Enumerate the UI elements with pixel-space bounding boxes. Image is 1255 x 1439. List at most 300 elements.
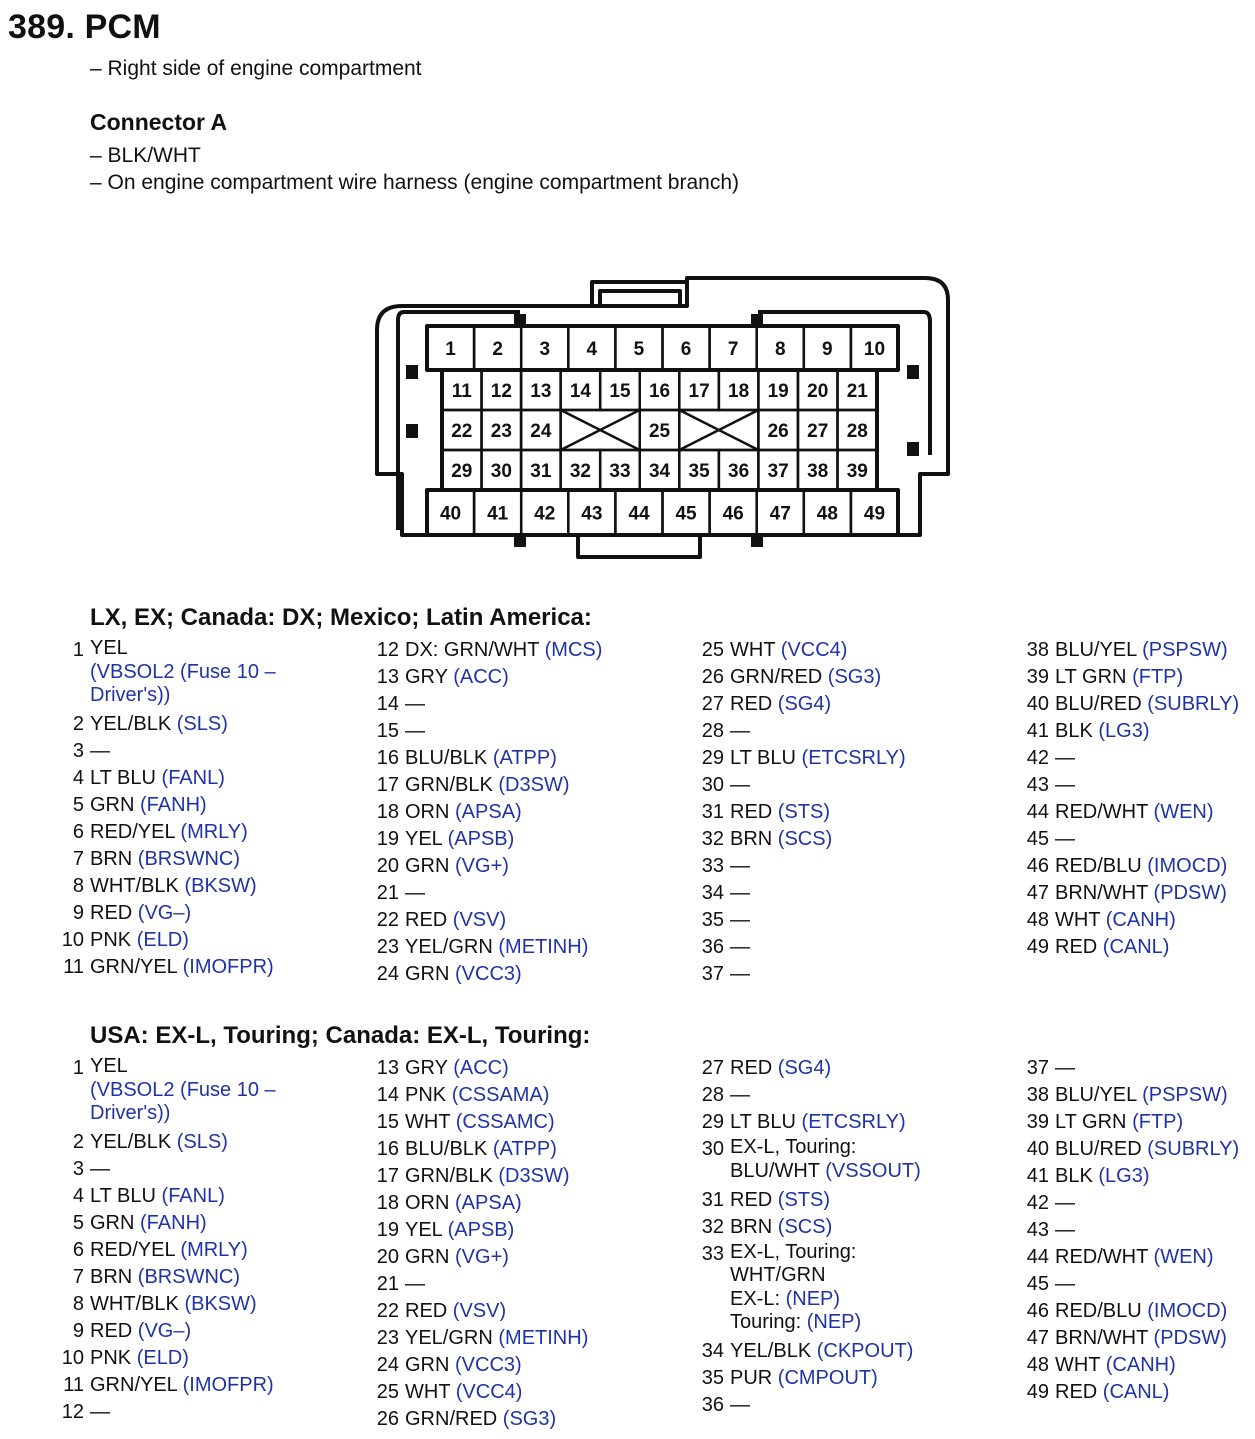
- pin-line: [1055, 691, 1239, 718]
- wire-color: EX-L, Touring:: [730, 1136, 857, 1158]
- pin-number: 43: [1026, 774, 1049, 796]
- wire-color: PNK: [90, 929, 132, 951]
- wire-color: RED: [405, 1300, 448, 1322]
- side-key: [406, 424, 418, 438]
- wire-color: —: [1055, 1219, 1075, 1241]
- wire-color: RED/YEL: [90, 821, 175, 843]
- pin-number: 9: [72, 902, 84, 924]
- pin-line: [1055, 637, 1228, 664]
- cavity-number: 18: [728, 381, 750, 402]
- lock-tab: [751, 314, 763, 324]
- pin-line: [1055, 826, 1075, 853]
- signal-name: (CSSAMA): [451, 1084, 550, 1106]
- wire-color: BLK: [1055, 720, 1093, 742]
- pin-line: [1055, 880, 1227, 907]
- pin-line: [90, 765, 225, 792]
- pin-line: [730, 718, 750, 745]
- wire-color: DX: GRN/WHT: [405, 639, 540, 661]
- pin-line: [730, 961, 750, 988]
- pin-number: 39: [1026, 1111, 1049, 1133]
- cavity-number: 36: [728, 461, 750, 482]
- signal-name: (SG3): [502, 1408, 557, 1430]
- connector-bottom-tab: [578, 535, 700, 557]
- cavity-number: 31: [530, 461, 552, 482]
- signal-name: (PSPSW): [1142, 1084, 1228, 1106]
- cavity-number: 46: [722, 503, 744, 525]
- pin-number: 25: [376, 1381, 399, 1403]
- signal-name: (METINH): [498, 936, 589, 958]
- wire-color: YEL/BLK: [730, 1340, 812, 1362]
- wire-color: GRN: [90, 794, 135, 816]
- pin-number: 28: [701, 1084, 724, 1106]
- cavity-number: 44: [628, 503, 650, 525]
- pin-number: 33: [701, 1242, 724, 1265]
- signal-name: (ETCSRLY): [801, 1111, 906, 1133]
- cavity-number: 27: [807, 421, 829, 442]
- cavity-number: 24: [530, 421, 552, 442]
- wire-color: —: [405, 882, 425, 904]
- cavity-number: 45: [675, 503, 697, 525]
- cavity-number: 13: [530, 381, 552, 402]
- cavity-number: 7: [727, 339, 739, 360]
- wire-color: PNK: [90, 1347, 132, 1369]
- signal-name: (IMOCD): [1147, 855, 1228, 877]
- pin-number: 6: [72, 821, 84, 843]
- pin-number: 5: [72, 1212, 84, 1234]
- wire-color: PUR: [730, 1367, 773, 1389]
- pin-number: 23: [376, 1327, 399, 1349]
- connector-harness: – On engine compartment wire harness (engine compartment branch): [90, 171, 739, 194]
- pin-number: 10: [61, 1347, 84, 1369]
- signal-name: (MRLY): [180, 1239, 248, 1261]
- pin-line: [405, 745, 557, 772]
- wire-color: BRN: [730, 828, 773, 850]
- pin-number: 35: [701, 1367, 724, 1389]
- pin-line: [90, 1237, 248, 1264]
- pin-number: 42: [1026, 747, 1049, 769]
- blocked-cavity: [679, 410, 758, 450]
- wire-color: GRN/YEL: [90, 1374, 178, 1396]
- wire-color: —: [90, 1401, 110, 1423]
- pin-number: 15: [376, 720, 399, 742]
- pin-line: [1055, 799, 1214, 826]
- pin-number: 33: [701, 855, 724, 877]
- wire-color: —: [1055, 747, 1075, 769]
- signal-name: (SG4): [777, 1057, 832, 1079]
- pin-number: 30: [701, 774, 724, 796]
- cavity-number: 47: [769, 503, 791, 525]
- pin-number: 19: [376, 1219, 399, 1241]
- wire-color: GRY: [405, 666, 448, 688]
- pin-line: [730, 1055, 831, 1082]
- pin-line: [1055, 1190, 1075, 1217]
- pin-number: 34: [701, 1340, 724, 1362]
- pin-line: [1055, 1271, 1075, 1298]
- wire-color: —: [405, 1273, 425, 1295]
- wire-color: BRN: [90, 1266, 133, 1288]
- wire-color: —: [730, 936, 750, 958]
- pin-number: 9: [72, 1320, 84, 1342]
- pin-line: [90, 792, 207, 819]
- wire-color: BLK: [1055, 1165, 1093, 1187]
- wire-color: BLU/BLK: [405, 747, 488, 769]
- pin-line: [405, 664, 509, 691]
- wire-color: RED: [730, 693, 773, 715]
- pin-line: [1055, 1352, 1176, 1379]
- signal-name: (FTP): [1132, 1111, 1184, 1133]
- pin-line: [730, 745, 906, 772]
- pin-number: 3: [72, 740, 84, 762]
- pin-number: 14: [376, 1084, 399, 1106]
- signal-name: (FANH): [140, 1212, 207, 1234]
- pin-number: 41: [1026, 720, 1049, 742]
- pin-line: [405, 1190, 522, 1217]
- signal-name: (FTP): [1132, 666, 1184, 688]
- wire-color: RED: [730, 1057, 773, 1079]
- signal-name: (ETCSRLY): [801, 747, 906, 769]
- wire-color: WHT/BLK: [90, 1293, 179, 1315]
- pin-line: [730, 1136, 921, 1160]
- wire-color: YEL/BLK: [90, 713, 172, 735]
- lock-tab: [751, 537, 763, 547]
- pin-number: 21: [376, 1273, 399, 1295]
- pin-line: [730, 1160, 921, 1184]
- pin-line: [90, 738, 110, 765]
- cavity-number: 40: [439, 503, 462, 525]
- cavity-number: 22: [451, 421, 473, 442]
- wire-color: Touring:: [730, 1311, 802, 1333]
- signal-name: (CANL): [1102, 1381, 1170, 1403]
- cavity-number: 29: [451, 461, 473, 482]
- signal-name: (VCC4): [780, 639, 848, 661]
- pin-number: 1: [72, 639, 84, 661]
- pin-number: 43: [1026, 1219, 1049, 1241]
- pin-number: 34: [701, 882, 724, 904]
- cavity-number: 19: [767, 381, 789, 402]
- pin-number: 38: [1026, 1084, 1049, 1106]
- signal-name: (APSB): [447, 828, 515, 850]
- pin-number: 31: [701, 801, 724, 823]
- wire-color: —: [405, 720, 425, 742]
- lock-tab: [514, 314, 526, 324]
- cavity-number: 6: [680, 339, 692, 360]
- cavity-number: 10: [863, 339, 886, 360]
- pin-line: [90, 1291, 257, 1318]
- signal-name: (VCC4): [455, 1381, 523, 1403]
- signal-name: (BKSW): [184, 875, 257, 897]
- pin-line: [90, 661, 276, 685]
- pin-number: 29: [701, 1111, 724, 1133]
- wire-color: ORN: [405, 801, 450, 823]
- pin-line: [405, 1163, 569, 1190]
- pin-line: [730, 1392, 750, 1419]
- pin-number: 21: [376, 882, 399, 904]
- pin-line: [90, 1372, 274, 1399]
- pin-line: [405, 718, 425, 745]
- cavity-number: 43: [581, 503, 603, 525]
- wire-color: GRN: [405, 1354, 450, 1376]
- cavity-number: 25: [648, 421, 671, 442]
- signal-name: (VBSOL2 (Fuse 10 –: [90, 660, 276, 683]
- pin-line: [405, 1217, 514, 1244]
- cavity-number: 37: [767, 461, 789, 482]
- pin-number: 42: [1026, 1192, 1049, 1214]
- pin-line: [730, 1241, 861, 1265]
- pin-line: [1055, 934, 1169, 961]
- wire-color: WHT/GRN: [730, 1264, 826, 1286]
- pin-line: [90, 1345, 189, 1372]
- wire-color: —: [1055, 828, 1075, 850]
- pin-line: [730, 664, 881, 691]
- pin-line: [1055, 1298, 1227, 1325]
- cavity-number: 35: [688, 461, 710, 482]
- wire-color: RED: [405, 909, 448, 931]
- pin-number: 20: [376, 1246, 399, 1268]
- cavity-number: 42: [534, 503, 556, 525]
- cavity-number: 34: [648, 461, 671, 482]
- wire-color: BLU/WHT: [730, 1159, 820, 1182]
- pin-line: [405, 1325, 588, 1352]
- cavity-number: 5: [633, 339, 645, 360]
- pin-line: [90, 711, 228, 738]
- pin-number: 8: [72, 875, 84, 897]
- section-heading-2: USA: EX-L, Touring; Canada: EX-L, Touring:: [90, 1022, 591, 1049]
- pin-number: 24: [376, 1354, 399, 1376]
- pin-number: 32: [701, 828, 724, 850]
- signal-name: (FANL): [161, 1185, 225, 1207]
- pin-line: [1055, 772, 1075, 799]
- cavity-number: 20: [807, 381, 829, 402]
- pin-number: 44: [1026, 801, 1049, 823]
- wire-color: —: [1055, 1057, 1075, 1079]
- signal-name: (WEN): [1153, 801, 1214, 823]
- cavity-number: 3: [539, 339, 551, 360]
- wire-color: LT BLU: [730, 747, 796, 769]
- wire-color: GRN: [90, 1212, 135, 1234]
- wire-color: GRN/BLK: [405, 774, 493, 796]
- signal-name: (SLS): [176, 1131, 228, 1153]
- pin-number: 36: [701, 936, 724, 958]
- wire-color: —: [730, 909, 750, 931]
- wire-color: YEL/GRN: [405, 1327, 493, 1349]
- pin-line: [90, 1055, 276, 1079]
- signal-name: (MCS): [544, 639, 603, 661]
- wire-color: PNK: [405, 1084, 447, 1106]
- wire-color: RED/WHT: [1055, 801, 1148, 823]
- pin-line: [90, 1399, 110, 1426]
- pin-line: [1055, 907, 1176, 934]
- pin-line: [730, 1082, 750, 1109]
- wire-color: RED: [90, 902, 133, 924]
- pin-number: 26: [701, 666, 724, 688]
- wire-color: GRN/YEL: [90, 956, 178, 978]
- signal-name: (METINH): [498, 1327, 589, 1349]
- wire-color: —: [1055, 1273, 1075, 1295]
- pin-number: 3: [72, 1158, 84, 1180]
- pin-number: 46: [1026, 855, 1049, 877]
- pin-line: [1055, 1136, 1239, 1163]
- signal-name: (IMOCD): [1147, 1300, 1228, 1322]
- pin-line: [405, 1298, 506, 1325]
- pin-line: [730, 826, 832, 853]
- pin-number: 39: [1026, 666, 1049, 688]
- pin-number: 44: [1026, 1246, 1049, 1268]
- signal-name: (VCC3): [455, 1354, 522, 1376]
- signal-name: (VBSOL2 (Fuse 10 –: [90, 1078, 276, 1101]
- wire-color: BRN: [90, 848, 133, 870]
- pin-line: [405, 1109, 555, 1136]
- wire-color: BLU/BLK: [405, 1138, 488, 1160]
- wire-color: BRN/WHT: [1055, 1327, 1148, 1349]
- connector-top-latch: [592, 282, 687, 306]
- cavity-number: 15: [609, 381, 631, 402]
- cavity-number: 17: [688, 381, 710, 402]
- pin-line: [90, 846, 240, 873]
- wire-color: —: [90, 1158, 110, 1180]
- pin-line: [1055, 1055, 1075, 1082]
- pin-line: [730, 1109, 906, 1136]
- pin-number: 29: [701, 747, 724, 769]
- wire-color: BLU/YEL: [1055, 1084, 1137, 1106]
- cavity-number: 30: [490, 461, 512, 482]
- pin-number: 13: [376, 1057, 399, 1079]
- signal-name: (CANH): [1105, 909, 1176, 931]
- signal-name: (CANH): [1105, 1354, 1176, 1376]
- wire-color: BRN: [730, 1215, 773, 1238]
- pin-line: [730, 880, 750, 907]
- pin-number: 40: [1026, 1138, 1049, 1160]
- pin-line: [730, 907, 750, 934]
- pin-number: 15: [376, 1111, 399, 1133]
- pin-line: [730, 1338, 913, 1365]
- pin-number: 1: [72, 1057, 84, 1079]
- signal-name: (D3SW): [498, 1165, 570, 1187]
- signal-name: (FANL): [161, 767, 225, 789]
- cavity-number: 38: [807, 461, 829, 482]
- pin-line: [405, 1136, 557, 1163]
- wire-color: —: [1055, 1192, 1075, 1214]
- pin-line: [90, 1079, 276, 1103]
- signal-name: (ELD): [136, 929, 189, 951]
- cavity-number: 16: [648, 381, 671, 402]
- signal-name: (SCS): [777, 828, 833, 850]
- pin-line: [405, 961, 522, 988]
- signal-name: (NEP): [785, 1287, 841, 1310]
- connector-color: – BLK/WHT: [90, 144, 201, 167]
- wire-color: LT BLU: [90, 767, 156, 789]
- cavity-number: 4: [586, 339, 598, 360]
- pin-line: [730, 772, 750, 799]
- pin-line: [405, 934, 588, 961]
- signal-name: (APSA): [455, 1192, 522, 1214]
- signal-name: (VG+): [455, 855, 509, 877]
- wire-color: YEL: [90, 637, 128, 659]
- wire-color: BLU/YEL: [1055, 639, 1137, 661]
- cavity-number: 21: [846, 381, 868, 402]
- cavity-number: 11: [451, 381, 472, 402]
- wire-color: WHT: [405, 1111, 451, 1133]
- blocked-cavity: [561, 410, 640, 450]
- wire-color: —: [730, 774, 750, 796]
- signal-name: (VCC3): [455, 963, 522, 985]
- cavity-number: 14: [569, 381, 591, 402]
- signal-name: (SLS): [176, 713, 228, 735]
- pin-number: 4: [72, 767, 84, 789]
- cavity-number: 1: [445, 339, 456, 360]
- wire-color: GRN/BLK: [405, 1165, 493, 1187]
- pin-number: 48: [1026, 909, 1049, 931]
- pin-line: [405, 1244, 509, 1271]
- pin-number: 4: [72, 1185, 84, 1207]
- pin-number: 2: [72, 713, 84, 735]
- pin-number: 19: [376, 828, 399, 850]
- signal-name: (MRLY): [180, 821, 248, 843]
- wire-color: EX-L, Touring:: [730, 1240, 857, 1263]
- cavity-number: 23: [490, 421, 512, 442]
- signal-name: (PSPSW): [1142, 639, 1228, 661]
- signal-name: (ACC): [453, 1057, 509, 1079]
- pin-line: [90, 1210, 207, 1237]
- wire-color: RED/BLU: [1055, 855, 1142, 877]
- cavity-number: 8: [774, 339, 786, 360]
- pin-number: 7: [72, 1266, 84, 1288]
- pin-number: 30: [701, 1138, 724, 1160]
- pin-number: 18: [376, 1192, 399, 1214]
- pin-number: 16: [376, 747, 399, 769]
- location-note: – Right side of engine compartment: [90, 57, 422, 80]
- pin-line: [730, 1187, 830, 1214]
- wire-color: YEL: [405, 828, 443, 850]
- signal-name: (CSSAMC): [455, 1111, 555, 1133]
- pin-number: 6: [72, 1239, 84, 1261]
- pin-line: [90, 1129, 228, 1156]
- pin-line: [730, 1365, 878, 1392]
- signal-name: (ATPP): [492, 1138, 557, 1160]
- wire-color: WHT/BLK: [90, 875, 179, 897]
- pin-line: [730, 1214, 832, 1241]
- pin-line: [405, 1406, 556, 1433]
- cavity-number: 41: [487, 503, 509, 525]
- wire-color: BLU/RED: [1055, 693, 1142, 715]
- pin-number: 12: [61, 1401, 84, 1423]
- wire-color: RED/WHT: [1055, 1246, 1148, 1268]
- pin-line: [730, 799, 830, 826]
- signal-name: (CKPOUT): [816, 1340, 914, 1362]
- wire-color: RED: [1055, 936, 1098, 958]
- signal-name: (STS): [777, 801, 831, 823]
- pin-line: [405, 1379, 522, 1406]
- signal-name: (VG–): [137, 902, 192, 924]
- wire-color: —: [730, 882, 750, 904]
- wire-color: —: [90, 740, 110, 762]
- signal-name: (PDSW): [1153, 882, 1227, 904]
- cavity-number: 28: [846, 421, 868, 442]
- signal-name: (VG+): [455, 1246, 509, 1268]
- wire-color: RED/YEL: [90, 1239, 175, 1261]
- signal-name: (PDSW): [1153, 1327, 1227, 1349]
- pin-line: [405, 691, 425, 718]
- pin-line: [730, 637, 847, 664]
- cavity-number: 32: [569, 461, 591, 482]
- pin-number: 2: [72, 1131, 84, 1153]
- pin-number: 38: [1026, 639, 1049, 661]
- signal-name: (SG4): [777, 693, 832, 715]
- wire-color: RED: [730, 801, 773, 823]
- pin-line: [405, 772, 569, 799]
- wire-color: WHT: [1055, 909, 1101, 931]
- pin-line: [90, 1156, 110, 1183]
- side-key: [406, 365, 418, 379]
